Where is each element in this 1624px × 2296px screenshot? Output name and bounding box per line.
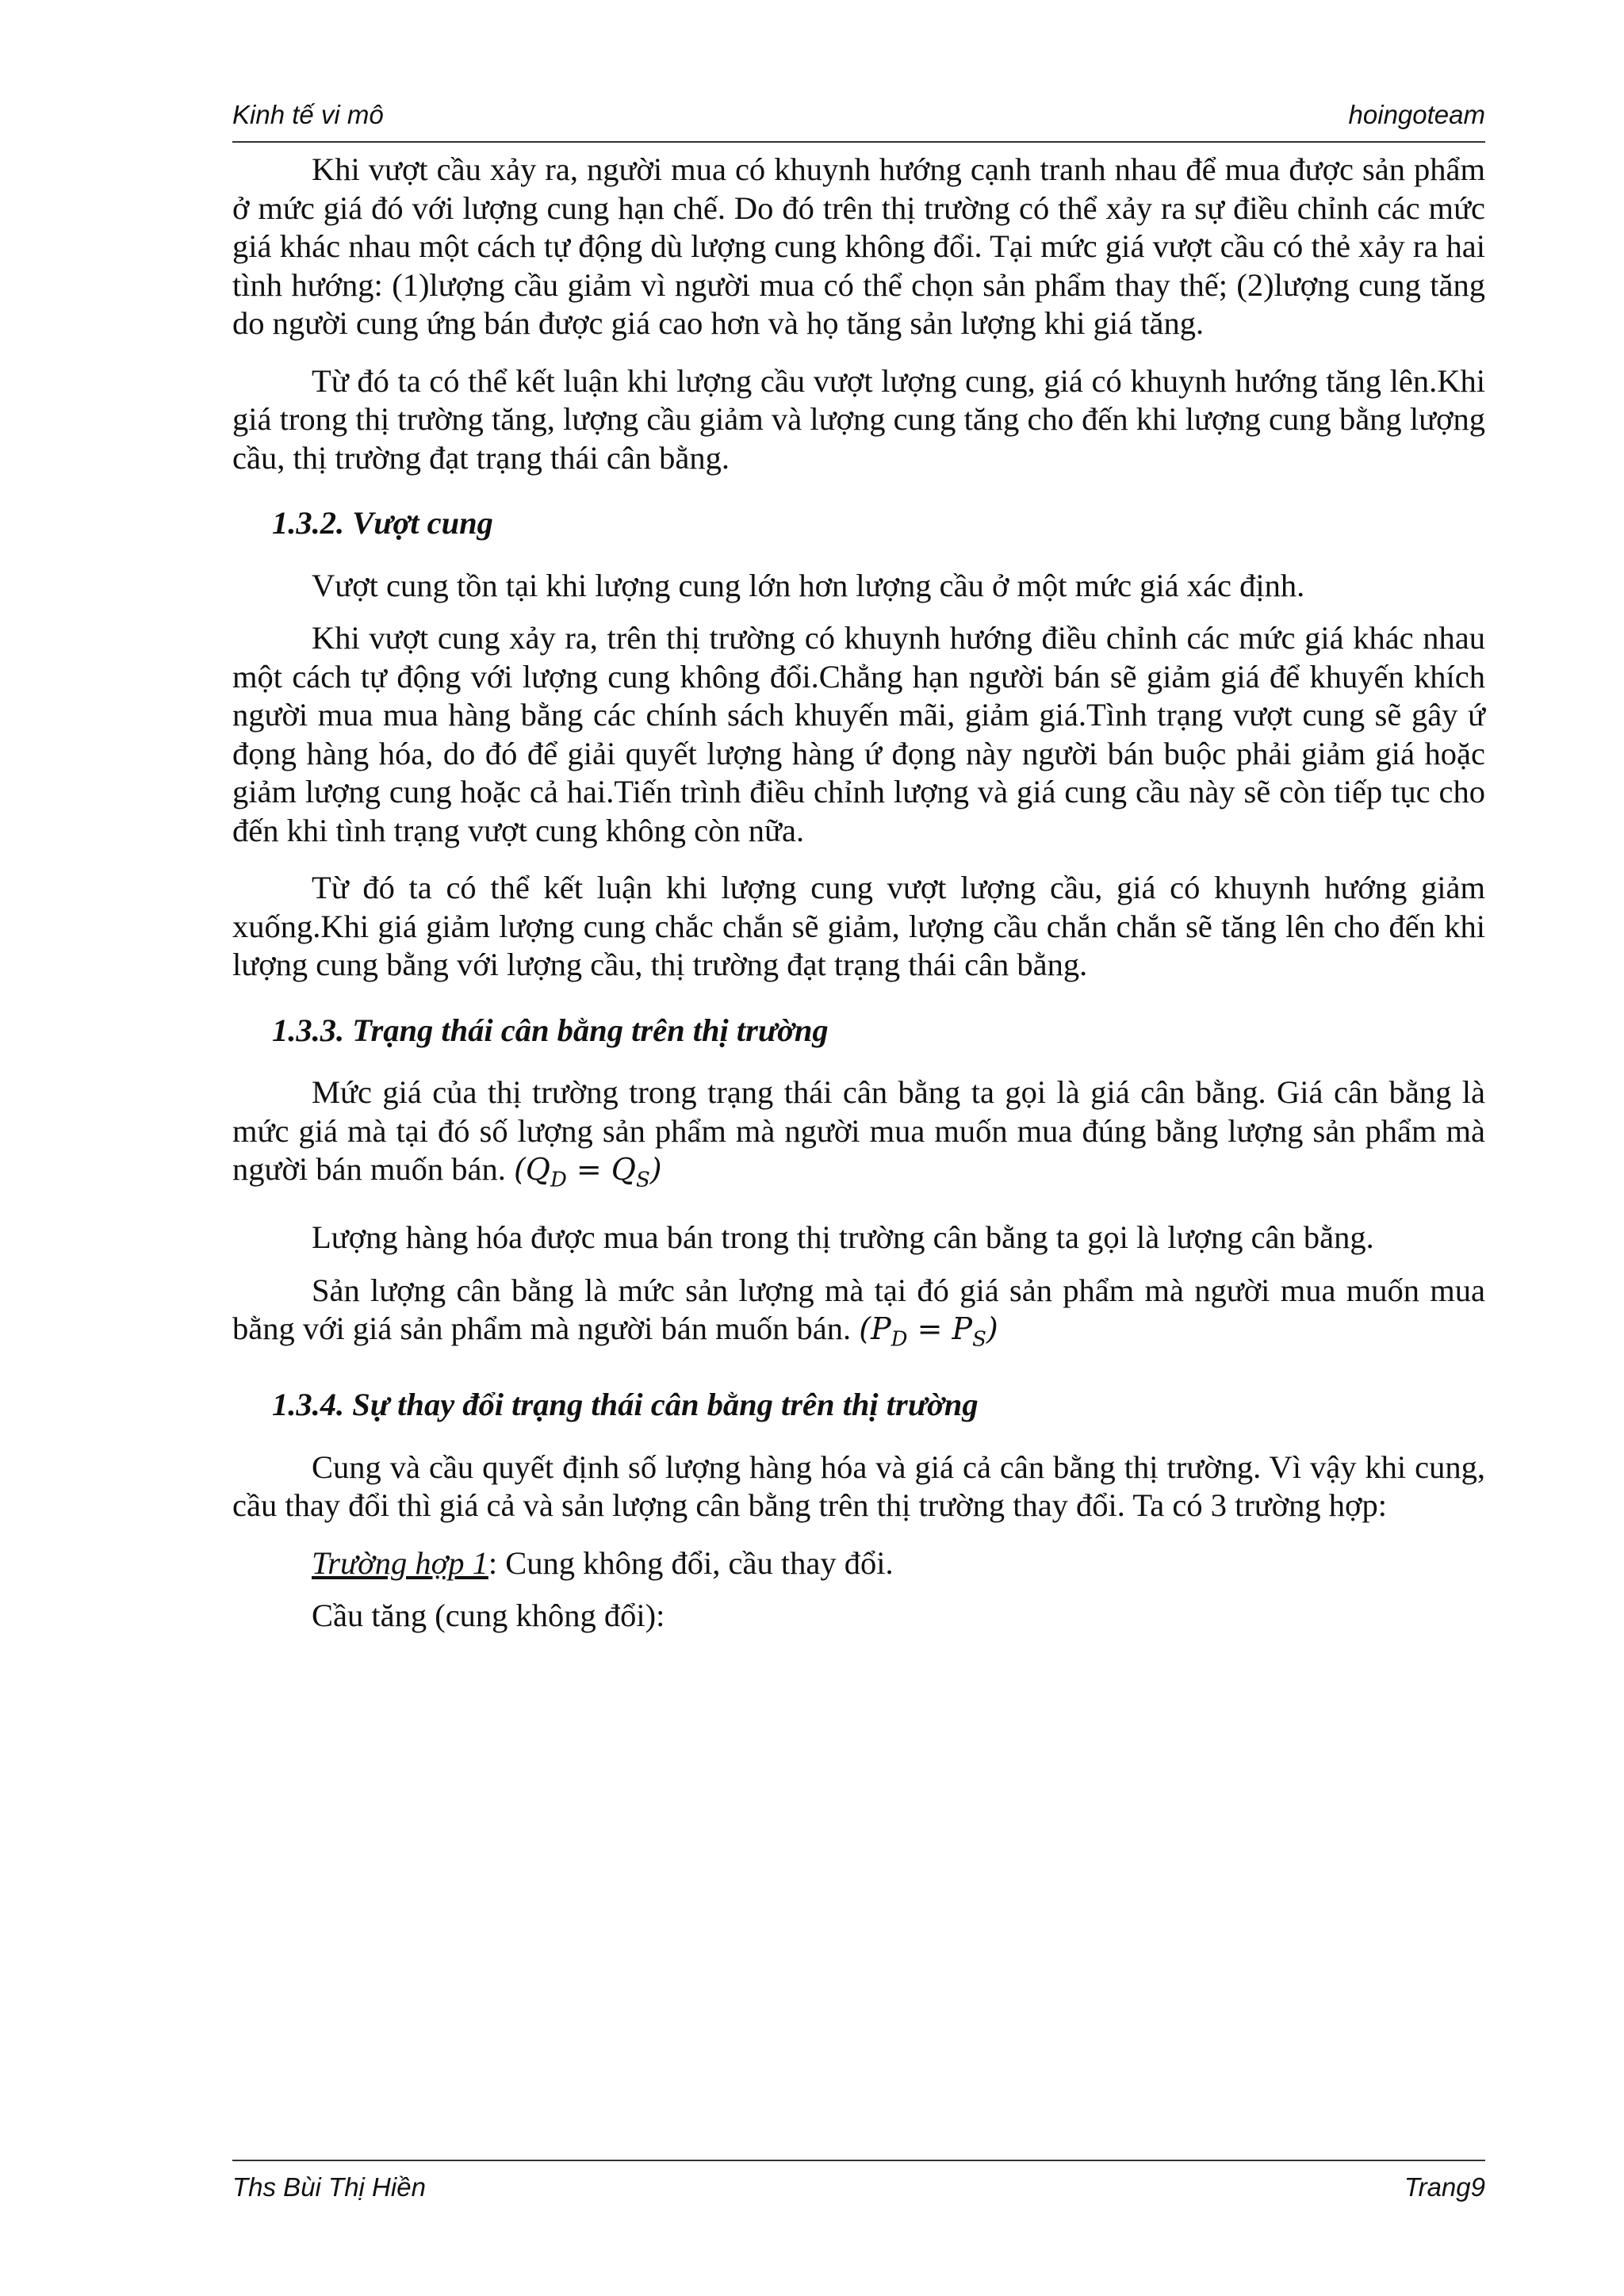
paragraph-equilibrium-price [232,1073,1485,1200]
section-heading-1-3-4: 1.3.4. Sự thay đổi trạng thái cân bằng trên thị trường [272,1387,979,1423]
paragraph-equilibrium-change: Cung và cầu quyết định số lượng hàng hóa và giá cả cân bằng thị trường. Vì vậy khi cung, cầu thay đổi thì giá cả và sản lượng cân bằng trên thị trường thay đổi. Ta có 3 trường hợp: [232,1448,1485,1524]
page-body [232,151,1485,1655]
footer-author: Ths Bùi Thị Hiền [232,2172,426,2202]
case-1-label: Trường hợp 1 [312,1544,488,1581]
formula-pd-equals-ps: $(P_D = P_S)$ [859,1311,998,1352]
page-footer [232,2160,1485,2209]
page-header [232,94,1485,143]
paragraph-excess-supply-conclusion: Từ đó ta có thể kết luận khi lượng cung vượt lượng cầu, giá có khuynh hướng giảm xuống.Khi giá giảm lượng cung chắc chắn sẽ giảm, lượng cầu chắn chắn sẽ tăng lên cho đến khi lượng cung bằng với lượng cầu, thị trường đạt trạng thái cân bằng. [232,870,1485,982]
header-title: Kinh tế vi mô [232,100,384,129]
header-team: hoingoteam [1348,100,1485,129]
paragraph-equilibrium-output [232,1272,1485,1360]
formula-qd-equals-qs: $(Q_D = Q_S)$ [513,1152,662,1192]
footer-page-number: Trang9 [1404,2172,1485,2202]
section-heading-1-3-2: 1.3.2. Vượt cung [272,505,493,541]
paragraph-excess-supply-adjustment: Khi vượt cung xảy ra, trên thị trường có khuynh hướng điều chỉnh các mức giá khác nhau một cách tự động với lượng cung không đổi.Chẳng hạn người bán sẽ giảm giá để khuyến khích người mua mua hàng bằng các chính sách khuyến mãi, giảm giá.Tình trạng vượt cung sẽ gây ứ đọng hàng hóa, do đó để giải quyết lượng hàng ứ đọng này người bán buộc phải giảm giá hoặc giảm lượng cung hoặc cả hai.Tiến trình điều chỉnh lượng và giá cung cầu này sẽ còn tiếp tục cho đến khi tình trạng vượt cung không còn nữa. [232,620,1485,848]
paragraph-excess-demand: Khi vượt cầu xảy ra, người mua có khuynh hướng cạnh tranh nhau để mua được sản phẩm ở mức giá đó với lượng cung hạn chế. Do đó trên thị trường có thể xảy ra sự điều chỉnh các mức giá khác nhau một cách tự động dù lượng cung không đổi. Tại mức giá vượt cầu có thẻ xảy ra hai tình hướng: (1)lượng cầu giảm vì người mua có thể chọn sản phẩm thay thế; (2)lượng cung tăng do người cung ứng bán được giá cao hơn và họ tăng sản lượng khi giá tăng. [232,151,1485,341]
paragraph-demand-increase: Cầu tăng (cung không đổi): [312,1598,665,1634]
equilibrium-output-text: Sản lượng cân bằng là mức sản lượng mà tại đó giá sản phẩm mà người mua muốn mua bằng với giá sản phẩm mà người bán muốn bán. [232,1272,1485,1347]
paragraph-equilibrium-quantity: Lượng hàng hóa được mua bán trong thị trường cân bằng ta gọi là lượng cân bằng. [312,1219,1374,1256]
paragraph-case-1 [232,1544,1485,1583]
section-heading-1-3-3: 1.3.3. Trạng thái cân bằng trên thị trường [272,1012,829,1048]
paragraph-excess-demand-conclusion: Từ đó ta có thể kết luận khi lượng cầu vượt lượng cung, giá có khuynh hướng tăng lên.Khi giá trong thị trường tăng, lượng cầu giảm và lượng cung tăng cho đến khi lượng cung bằng lượng cầu, thị trường đạt trạng thái cân bằng. [232,362,1485,476]
case-1-text: : Cung không đổi, cầu thay đổi. [488,1544,894,1581]
equilibrium-price-text: Mức giá của thị trường trong trạng thái cân bằng ta gọi là giá cân bằng. Giá cân bằng là mức giá mà tại đó số lượng sản phẩm mà người mua muốn mua đúng bằng lượng sản phẩm mà người bán muốn bán. [232,1074,1485,1187]
paragraph-excess-supply-definition: Vượt cung tồn tại khi lượng cung lớn hơn lượng cầu ở một mức giá xác định. [312,567,1305,603]
